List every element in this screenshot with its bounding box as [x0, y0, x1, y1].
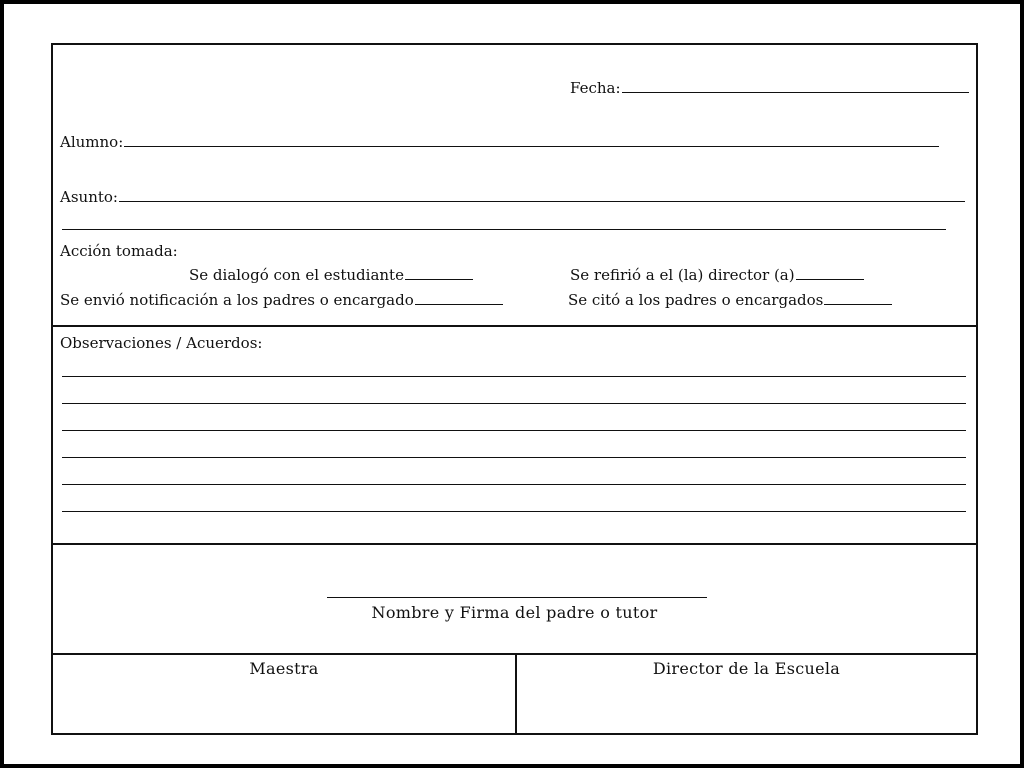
- firma-section: [53, 545, 976, 655]
- asunto-blank[interactable]: [119, 188, 965, 202]
- alumno-blank[interactable]: [124, 133, 939, 147]
- observaciones-line[interactable]: [62, 376, 966, 377]
- page: [4, 4, 1020, 764]
- asunto-label: Asunto:: [60, 188, 118, 206]
- observaciones-line[interactable]: [62, 457, 966, 458]
- action-option-label: Se refirió a el (la) director (a): [570, 266, 795, 284]
- action-option-label: Se dialogó con el estudiante: [189, 266, 404, 284]
- asunto-field: [60, 188, 965, 206]
- observaciones-line[interactable]: [62, 430, 966, 431]
- action-option-blank[interactable]: [796, 266, 864, 280]
- action-option-label: Se citó a los padres o encargados: [568, 291, 824, 309]
- observaciones-section: [53, 327, 976, 545]
- firma-label: Nombre y Firma del padre o tutor: [371, 603, 658, 622]
- action-option-blank[interactable]: [824, 291, 892, 305]
- observaciones-line[interactable]: [62, 484, 966, 485]
- fecha-blank[interactable]: [622, 79, 969, 93]
- action-option-notificacion: [60, 291, 503, 309]
- fecha-field: [570, 79, 969, 97]
- action-option-blank[interactable]: [405, 266, 473, 280]
- asunto-continuation-line[interactable]: [62, 229, 946, 230]
- maestra-cell[interactable]: [53, 655, 517, 733]
- observaciones-line[interactable]: [62, 511, 966, 512]
- action-option-cito: [568, 291, 892, 309]
- signatures-footer: [53, 655, 976, 733]
- action-option-dialogo: [189, 266, 473, 284]
- director-label: Director de la Escuela: [652, 659, 841, 678]
- observaciones-title: Observaciones / Acuerdos:: [60, 334, 263, 352]
- incident-form: [51, 43, 978, 735]
- fecha-label: Fecha:: [570, 79, 621, 97]
- director-cell[interactable]: [517, 655, 976, 733]
- observaciones-line[interactable]: [62, 403, 966, 404]
- maestra-label: Maestra: [249, 659, 319, 678]
- alumno-field: [60, 133, 939, 151]
- alumno-label: Alumno:: [60, 133, 124, 151]
- action-option-director: [570, 266, 864, 284]
- accion-title: Acción tomada:: [60, 242, 178, 260]
- firma-signature-line[interactable]: [327, 597, 707, 598]
- action-option-label: Se envió notificación a los padres o encargado: [60, 291, 414, 309]
- action-option-blank[interactable]: [415, 291, 503, 305]
- form-header-section: [53, 45, 976, 327]
